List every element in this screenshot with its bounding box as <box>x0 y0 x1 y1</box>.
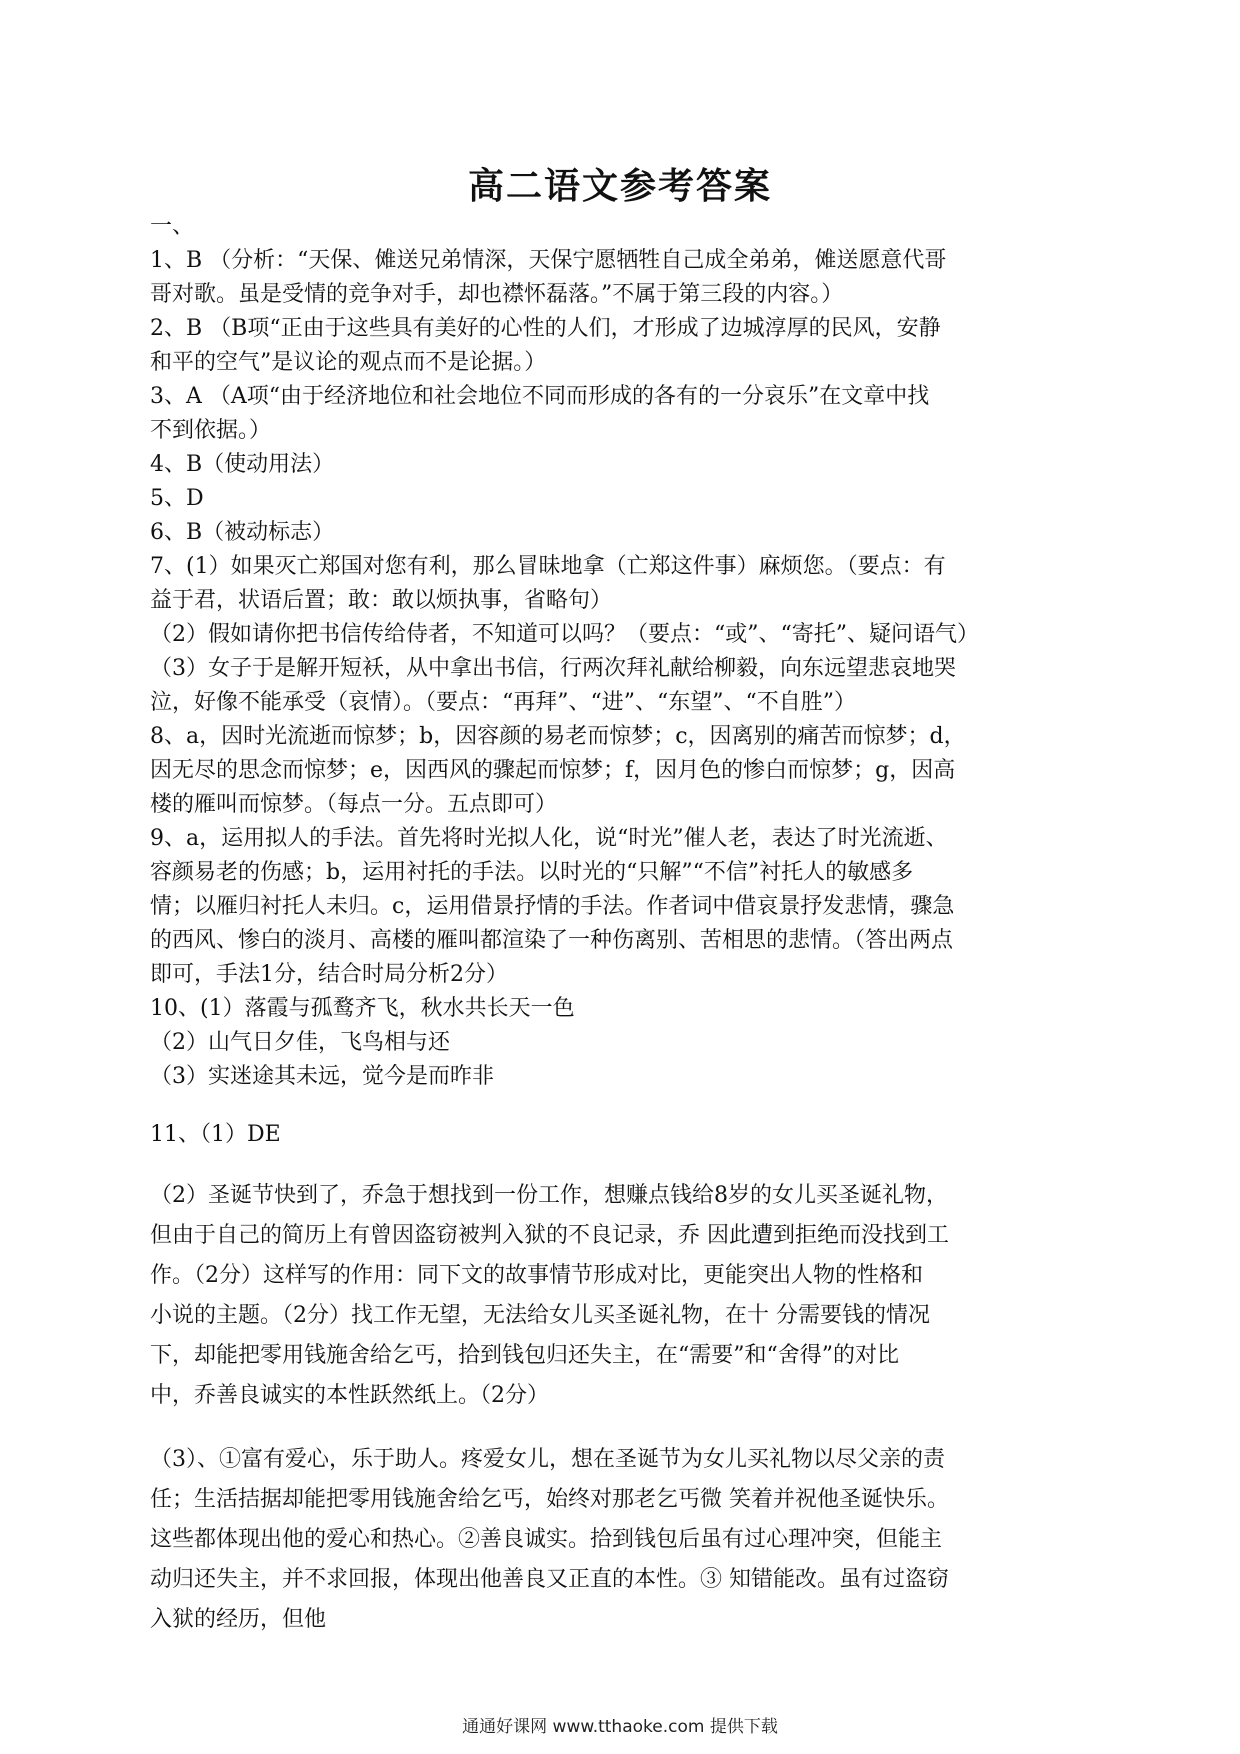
answer-line: 8、a，因时光流逝而惊梦；b，因容颜的易老而惊梦；c，因离别的痛苦而惊梦；d， <box>150 724 966 749</box>
answer-line: （2）假如请你把书信传给侍者，不知道可以吗？（要点：“或”、“寄托”、疑问语气） <box>150 622 979 647</box>
answer-line: 4、B（使动用法） <box>150 452 335 477</box>
q11-line: （3）、①富有爱心，乐于助人。疼爱女儿，想在圣诞节为女儿买礼物以尽父亲的责 <box>150 1447 945 1472</box>
page-title: 高二语文参考答案 <box>467 166 772 207</box>
answer-line: 泣，好像不能承受（哀情）。（要点：“再拜”、“进”、“东望”、“不自胜”） <box>150 690 856 715</box>
answer-line: 9、a，运用拟人的手法。首先将时光拟人化，说“时光”催人老，表达了时光流逝、 <box>150 826 948 851</box>
answer-line: 的西风、惨白的淡月、高楼的雁叫都渲染了一种伤离别、苦相思的悲情。（答出两点 <box>150 928 954 953</box>
answer-line: 因无尽的思念而惊梦；e，因西风的骤起而惊梦；f，因月色的惨白而惊梦；g，因高 <box>150 758 956 783</box>
download-footer: 通通好课网 www.tthaoke.com 提供下载 <box>462 1717 778 1737</box>
answers-1-10 <box>150 210 1050 1094</box>
answer-line: 和平的空气”是议论的观点而不是论据。） <box>150 350 547 375</box>
answer-line: 容颜易老的伤感；b，运用衬托的手法。以时光的“只解”“不信”衬托人的敏感多 <box>150 860 914 885</box>
answer-line: 5、D <box>150 486 204 511</box>
answer-line: 1、B （分析：“天保、傩送兄弟情深，天保宁愿牺牲自己成全弟弟，傩送愿意代哥 <box>150 248 947 273</box>
q11-line: 任；生活拮据却能把零用钱施舍给乞丐，始终对那老乞丐微 笑着并祝他圣诞快乐。 <box>150 1487 949 1512</box>
q11-line: 中，乔善良诚实的本性跃然纸上。（2分） <box>150 1383 549 1408</box>
answer-line: 10、(1）落霞与孤鹜齐飞，秋水共长天一色 <box>150 996 575 1021</box>
spacer <box>150 1152 1050 1176</box>
answer-line: （3）实迷途其未远，觉今是而昨非 <box>150 1064 494 1089</box>
answer-line: 益于君，状语后置；敢：敢以烦执事，省略句） <box>150 588 613 613</box>
answer-line: 不到依据。） <box>150 418 272 443</box>
spacer <box>150 1416 1050 1440</box>
answer-line: 即可，手法1分，结合时局分析2分） <box>150 962 508 987</box>
answer-line: 6、B（被动标志） <box>150 520 335 545</box>
answer-line: 哥对歌。虽是受情的竞争对手，却也襟怀磊落。”不属于第三段的内容。） <box>150 282 844 307</box>
answer-body <box>150 210 1050 1640</box>
answer-line: （2）山气日夕佳，飞鸟相与还 <box>150 1030 450 1055</box>
q11-line: 但由于自己的简历上有曾因盗窃被判入狱的不良记录，乔 因此遭到拒绝而没找到工 <box>150 1223 949 1248</box>
answer-line: 2、B （B项“正由于这些具有美好的心性的人们，才形成了边城淳厚的民风，安静 <box>150 316 941 341</box>
answer-line: 楼的雁叫而惊梦。（每点一分。五点即可） <box>150 792 558 817</box>
q11-heading: 11、（1）DE <box>150 1122 281 1147</box>
q11-line: 这些都体现出他的爱心和热心。②善良诚实。拾到钱包后虽有过心理冲突，但能主 <box>150 1527 943 1552</box>
answer-line: 3、A （A项“由于经济地位和社会地位不同而形成的各有的一分哀乐”在文章中找 <box>150 384 930 409</box>
q11-line: 作。（2分）这样写的作用：同下文的故事情节形成对比，更能突出人物的性格和 <box>150 1263 923 1288</box>
answer-line: 7、(1）如果灭亡郑国对您有利，那么冒昧地拿（亡郑这件事）麻烦您。（要点：有 <box>150 554 946 579</box>
q11-line: （2）圣诞节快到了，乔急于想找到一份工作，想赚点钱给8岁的女儿买圣诞礼物， <box>150 1183 948 1208</box>
answer-line: （3）女子于是解开短袄，从中拿出书信，行两次拜礼献给柳毅，向东远望悲哀地哭 <box>150 656 956 681</box>
q11-line: 动归还失主，并不求回报，体现出他善良又正直的本性。③ 知错能改。虽有过盗窃 <box>150 1567 949 1592</box>
spacer <box>150 1094 1050 1118</box>
answer-line: 一、 <box>150 214 195 239</box>
answer-line: 情；以雁归衬托人未归。c，运用借景抒情的手法。作者词中借哀景抒发悲情，骤急 <box>150 894 955 919</box>
q11-line: 小说的主题。（2分）找工作无望，无法给女儿买圣诞礼物，在十 分需要钱的情况 <box>150 1303 930 1328</box>
q11-line: 入狱的经历，但他 <box>150 1607 327 1632</box>
q11-part-3 <box>150 1440 1050 1640</box>
q11-part-2 <box>150 1176 1050 1416</box>
q11-line: 下，却能把零用钱施舍给乞丐，拾到钱包归还失主，在“需要”和“舍得”的对比 <box>150 1343 899 1368</box>
